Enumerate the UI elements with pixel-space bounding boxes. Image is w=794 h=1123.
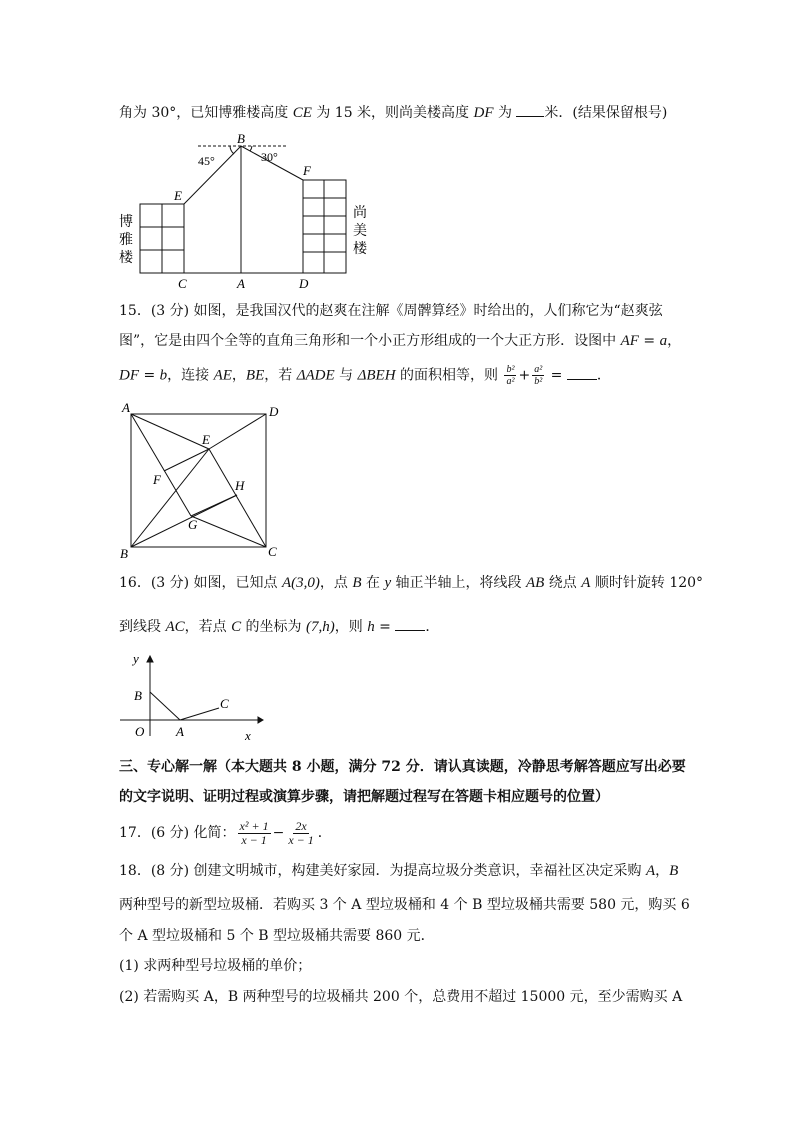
q15-line-2 [119, 331, 681, 351]
line-ag [131, 414, 191, 516]
q18-line-3: 个 A 型垃圾桶和 5 个 B 型垃圾桶共需要 860 元． [119, 928, 435, 944]
x-axis-arrow [258, 717, 263, 723]
q14-text: 为 [493, 105, 517, 121]
frac-denominator: x − 1 [241, 832, 267, 847]
q18-line-2: 两种型号的新型垃圾桶．若购买 3 个 A 型垃圾桶和 4 个 B 型垃圾桶共需要 580 元，购买 6 [119, 897, 690, 913]
line-fe [164, 449, 209, 471]
q16-text: 到线段 [119, 619, 166, 635]
angle-arc-45 [230, 146, 234, 154]
q17-label: 17．(6 分) 化简： [119, 825, 236, 841]
q18-text: ， [655, 863, 670, 879]
label-f: F [303, 163, 311, 178]
q15-text: ． [596, 367, 611, 384]
q18-a: A [646, 863, 656, 879]
q16-line-1 [119, 573, 703, 593]
big-square [131, 414, 266, 547]
q15-fraction-2 [532, 364, 544, 387]
q16-coord-c: (7,h) [306, 619, 335, 635]
q16-c: C [231, 619, 242, 635]
segment-ac [180, 708, 219, 720]
q15-tri1: ΔADE [296, 367, 335, 384]
q16-y: y [384, 575, 392, 591]
label-o: O [135, 724, 145, 739]
label-c: C [178, 276, 187, 291]
q16-b: B [352, 575, 362, 591]
frac-numerator: 2x [295, 818, 307, 833]
q14-text: 米．(结果保留根号) [544, 105, 668, 121]
q16-text: 轴正半轴上，将线段 [391, 575, 527, 591]
q14-ce: CE [292, 105, 312, 121]
frac-denominator: a² [506, 376, 515, 387]
q15-text: = [638, 333, 660, 349]
q15-ae: AE [213, 367, 232, 384]
q16-text: ，点 [319, 575, 353, 591]
label-b: B [134, 688, 142, 703]
q18-b: B [669, 863, 679, 879]
q16-point-a: A(3,0) [282, 575, 320, 591]
q17-minus: − [272, 825, 285, 841]
q15-text: ，连接 [167, 367, 214, 384]
left-building-char-3: 楼 [119, 251, 133, 266]
q16-text: ． [425, 619, 440, 635]
q15-plus: + [518, 367, 531, 384]
line-eb [131, 449, 209, 547]
q16-text: 在 [361, 575, 385, 591]
section-3-heading-line-2: 的文字说明、证明过程或演算步骤，请把解题过程写在答题卡相应题号的位置） [119, 789, 609, 805]
label-b: B [237, 132, 245, 146]
label-30: 30° [261, 150, 278, 164]
q15-fraction-1 [504, 364, 516, 387]
y-axis-arrow [147, 656, 153, 662]
left-building [140, 204, 184, 273]
q18-text: 18．(8 分) 创建文明城市，构建美好家园．为提高垃圾分类意识，幸福社区决定采购 [119, 863, 646, 879]
q15-df: DF [119, 367, 139, 384]
q15-text: = [139, 367, 160, 384]
q15-line-1: 15．(3 分) 如图，是我国汉代的赵爽在注解《周髀算经》时给出的，人们称它为“赵爽弦 [119, 303, 663, 319]
q17-fraction-2 [286, 820, 315, 847]
q18-subquestion-2: (2) 若需购买 A，B 两种型号的垃圾桶共 200 个，总费用不超过 15000 元，至少需购买 A [119, 989, 683, 1005]
q15-be: BE [245, 367, 265, 384]
q15-text: 图”，它是由四个全等的直角三角形和一个小正方形组成的一个大正方形．设图中 [119, 333, 621, 349]
q15-af: AF [620, 333, 639, 349]
q15-text: ，若 [264, 367, 297, 384]
label-45: 45° [198, 154, 215, 168]
section-3-heading-line-1: 三、专心解一解（本大题共 8 小题，满分 72 分．请认真读题，冷静思考解答题应写出必要 [119, 759, 686, 775]
right-building [303, 180, 346, 273]
label-c: C [220, 696, 229, 711]
label-d: D [299, 276, 309, 291]
q15-answer-blank [567, 366, 597, 380]
q16-text: 顺时针旋转 120° [590, 575, 704, 591]
q16-ab: AB [526, 575, 545, 591]
q15-text: 的面积相等，则 [395, 367, 503, 384]
q17-line [119, 818, 332, 848]
q17-text: ． [317, 825, 332, 841]
q16-a: A [581, 575, 591, 591]
label-d: D [269, 404, 279, 419]
q18-line-1 [119, 861, 678, 881]
right-building-char-2: 美 [353, 224, 367, 239]
left-building-char-2: 雅 [119, 233, 133, 248]
frac-denominator: x − 1 [288, 832, 314, 847]
q16-text: 的坐标为 [241, 619, 306, 635]
q15-line-3 [119, 364, 611, 387]
q16-text: 绕点 [544, 575, 582, 591]
q16-text: ，则 [334, 619, 368, 635]
angle-arc-30 [250, 146, 252, 151]
q16-text: ，若点 [184, 619, 232, 635]
q16-text: = [374, 619, 396, 635]
label-x: x [245, 728, 251, 743]
q15-a: a [659, 333, 668, 349]
line-gc [191, 516, 266, 547]
label-a: A [176, 724, 184, 739]
left-building-char-1: 博 [119, 215, 133, 230]
label-y: y [133, 651, 139, 666]
q15-text: ， [667, 333, 682, 349]
q16-answer-blank [395, 617, 425, 631]
line-gh [191, 495, 237, 516]
label-a: A [122, 400, 130, 415]
segment-ab [150, 692, 180, 720]
line-de [209, 414, 266, 449]
line-ec [209, 449, 266, 547]
q14-text: 为 15 米，则尚美楼高度 [311, 105, 474, 121]
q15-text: = [546, 367, 567, 384]
right-building-char-1: 尚 [353, 206, 367, 221]
q16-h: h [367, 619, 375, 635]
q15-b: b [159, 367, 168, 384]
q18-subquestion-1: (1) 求两种型号垃圾桶的单价； [119, 958, 312, 974]
q15-tri2: ΔBEH [357, 367, 396, 384]
q14-tail-line [119, 103, 667, 123]
label-f: F [153, 472, 161, 487]
q17-fraction-1 [238, 820, 271, 847]
q15-text: ， [231, 367, 246, 384]
q16-ac: AC [165, 619, 185, 635]
q16-line-2 [119, 617, 439, 637]
label-h: H [235, 478, 245, 493]
q15-text: 与 [334, 367, 358, 384]
frac-denominator: b² [534, 376, 543, 387]
label-e: E [202, 432, 210, 447]
frac-numerator: b² [506, 364, 515, 375]
q14-df: DF [473, 105, 494, 121]
figure-zhao-shuang [112, 398, 282, 560]
label-e: E [174, 188, 182, 203]
label-b: B [120, 546, 128, 560]
figure-buildings [110, 132, 370, 292]
figure-axes [115, 648, 275, 744]
q14-answer-blank [516, 103, 544, 117]
frac-numerator: x² + 1 [239, 818, 269, 833]
label-a: A [237, 276, 245, 291]
line-ae [131, 414, 209, 449]
label-g: G [188, 517, 198, 532]
frac-numerator: a² [534, 364, 543, 375]
label-c: C [268, 544, 277, 559]
q16-text: 16．(3 分) 如图，已知点 [119, 575, 282, 591]
right-building-char-3: 楼 [353, 242, 367, 257]
q14-text: 角为 30°，已知博雅楼高度 [119, 105, 293, 121]
